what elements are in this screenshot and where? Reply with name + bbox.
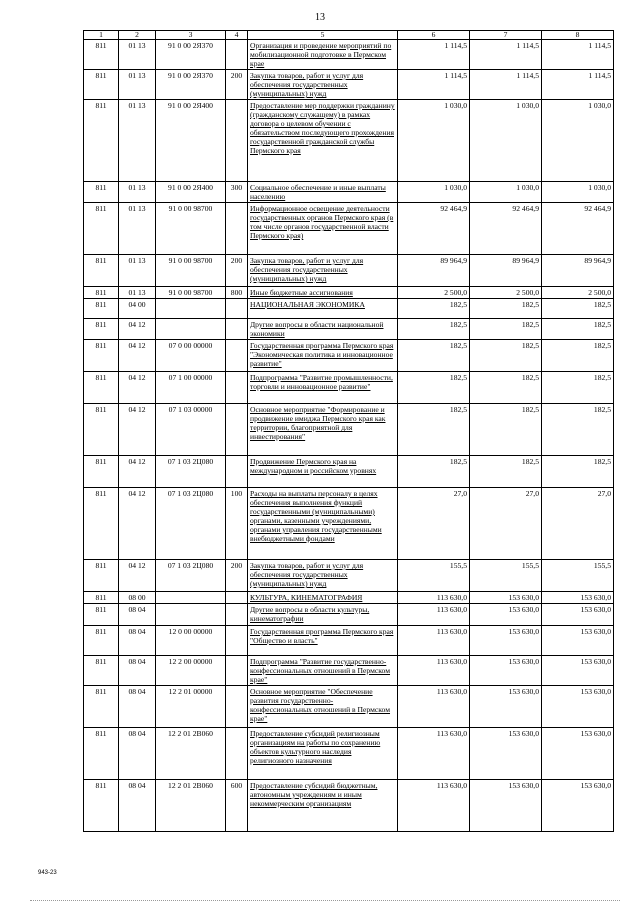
cell-expense-type [226, 299, 248, 319]
cell-target-article: 91 0 00 2Я400 [156, 100, 226, 182]
cell-amount-year-1: 92 464,9 [398, 203, 470, 255]
cell-section: 04 00 [119, 299, 156, 319]
cell-amount-year-2: 92 464,9 [470, 203, 542, 255]
cell-expense-type [226, 319, 248, 340]
cell-code-admin: 811 [84, 70, 119, 100]
table-row [84, 780, 614, 832]
cell-expense-type [226, 203, 248, 255]
cell-amount-year-2: 155,5 [470, 560, 542, 592]
cell-section: 08 04 [119, 604, 156, 626]
cell-expense-type [226, 592, 248, 604]
cell-section: 04 12 [119, 340, 156, 372]
cell-code-admin: 811 [84, 488, 119, 560]
cell-section: 04 12 [119, 488, 156, 560]
cell-amount-year-1: 113 630,0 [398, 728, 470, 780]
cell-description: Организация и проведение мероприятий по мобилизационной подготовке в Пермском крае [248, 40, 398, 70]
cell-section: 08 04 [119, 780, 156, 832]
cell-code-admin: 811 [84, 40, 119, 70]
cell-target-article [156, 592, 226, 604]
cell-amount-year-3: 153 630,0 [542, 656, 614, 686]
cell-expense-type: 100 [226, 488, 248, 560]
cell-amount-year-3: 182,5 [542, 340, 614, 372]
cell-amount-year-2: 1 030,0 [470, 182, 542, 203]
cell-description: Основное мероприятие "Формирование и продвижение имиджа Пермского края как территории, благоприятной для инвестирования" [248, 404, 398, 456]
cell-amount-year-1: 182,5 [398, 456, 470, 488]
cell-amount-year-3: 1 030,0 [542, 100, 614, 182]
header-col-8: 8 [542, 31, 614, 40]
cell-target-article: 91 0 00 2Я400 [156, 182, 226, 203]
cell-amount-year-2: 27,0 [470, 488, 542, 560]
cell-expense-type [226, 372, 248, 404]
cell-amount-year-2: 2 500,0 [470, 287, 542, 299]
cell-amount-year-3: 155,5 [542, 560, 614, 592]
cell-code-admin: 811 [84, 203, 119, 255]
cell-expense-type [226, 404, 248, 456]
cell-target-article [156, 299, 226, 319]
cell-amount-year-3: 182,5 [542, 319, 614, 340]
table-row [84, 340, 614, 372]
cell-section: 01 13 [119, 40, 156, 70]
cell-section: 01 13 [119, 100, 156, 182]
cell-code-admin: 811 [84, 780, 119, 832]
cell-description: Основное мероприятие "Обеспечение развития государственно-конфессиональных отношений в Пермском крае" [248, 686, 398, 728]
cell-code-admin: 811 [84, 319, 119, 340]
cell-amount-year-1: 1 114,5 [398, 40, 470, 70]
cell-amount-year-1: 113 630,0 [398, 592, 470, 604]
cell-description: Иные бюджетные ассигнования [248, 287, 398, 299]
table-row [84, 70, 614, 100]
table-row [84, 728, 614, 780]
cell-target-article: 12 2 01 2В060 [156, 728, 226, 780]
cell-code-admin: 811 [84, 592, 119, 604]
cell-target-article: 91 0 00 98700 [156, 255, 226, 287]
cell-code-admin: 811 [84, 686, 119, 728]
cell-amount-year-3: 1 114,5 [542, 40, 614, 70]
cell-section: 08 00 [119, 592, 156, 604]
cell-description: Подпрограмма "Развитие промышленности, торговли и инновационное развитие" [248, 372, 398, 404]
cell-amount-year-2: 182,5 [470, 372, 542, 404]
cell-description: Предоставление субсидий религиозным организациям на работы по сохранению объектов культурного наследия религиозного назначения [248, 728, 398, 780]
cell-code-admin: 811 [84, 456, 119, 488]
cell-amount-year-3: 92 464,9 [542, 203, 614, 255]
table-row [84, 456, 614, 488]
cell-expense-type [226, 604, 248, 626]
cell-code-admin: 811 [84, 182, 119, 203]
cell-amount-year-2: 153 630,0 [470, 728, 542, 780]
header-col-6: 6 [398, 31, 470, 40]
cell-target-article: 07 1 03 2Ц080 [156, 560, 226, 592]
cell-expense-type: 200 [226, 70, 248, 100]
cell-section: 04 12 [119, 404, 156, 456]
cell-amount-year-2: 153 630,0 [470, 656, 542, 686]
cell-target-article: 91 0 00 98700 [156, 287, 226, 299]
budget-table [83, 30, 614, 832]
table-row [84, 287, 614, 299]
cell-code-admin: 811 [84, 340, 119, 372]
cell-target-article: 07 1 03 2Ц080 [156, 488, 226, 560]
table-row [84, 319, 614, 340]
header-col-1: 1 [84, 31, 119, 40]
cell-amount-year-3: 153 630,0 [542, 728, 614, 780]
cell-amount-year-2: 1 030,0 [470, 100, 542, 182]
cell-amount-year-3: 27,0 [542, 488, 614, 560]
cell-expense-type [226, 686, 248, 728]
cell-target-article: 07 0 00 00000 [156, 340, 226, 372]
table-row [84, 404, 614, 456]
table-row [84, 100, 614, 182]
cell-amount-year-2: 153 630,0 [470, 780, 542, 832]
cell-section: 04 12 [119, 560, 156, 592]
cell-target-article: 91 0 00 2Я370 [156, 40, 226, 70]
table-row [84, 604, 614, 626]
cell-expense-type: 600 [226, 780, 248, 832]
cell-code-admin: 811 [84, 287, 119, 299]
cell-amount-year-3: 153 630,0 [542, 780, 614, 832]
cell-amount-year-2: 1 114,5 [470, 40, 542, 70]
cell-amount-year-3: 182,5 [542, 404, 614, 456]
cell-amount-year-1: 182,5 [398, 404, 470, 456]
cell-description: Другие вопросы в области национальной экономики [248, 319, 398, 340]
cell-amount-year-2: 182,5 [470, 340, 542, 372]
cell-code-admin: 811 [84, 100, 119, 182]
cell-description: Государственная программа Пермского края "Экономическая политика и инновационное развитие" [248, 340, 398, 372]
cell-amount-year-2: 182,5 [470, 456, 542, 488]
table-body [84, 40, 614, 832]
cell-target-article: 07 1 00 00000 [156, 372, 226, 404]
cell-description: КУЛЬТУРА, КИНЕМАТОГРАФИЯ [248, 592, 398, 604]
cell-description: НАЦИОНАЛЬНАЯ ЭКОНОМИКА [248, 299, 398, 319]
cell-target-article: 12 0 00 00000 [156, 626, 226, 656]
cell-description: Расходы на выплаты персоналу в целях обеспечения выполнения функций государственными (муниципальными) органами, казенными учреждениями, органами управления государственными внебюджетными фондами [248, 488, 398, 560]
cell-target-article: 91 0 00 98700 [156, 203, 226, 255]
cell-amount-year-3: 89 964,9 [542, 255, 614, 287]
table-row [84, 40, 614, 70]
cell-amount-year-1: 155,5 [398, 560, 470, 592]
bottom-divider [30, 900, 620, 901]
cell-section: 01 13 [119, 182, 156, 203]
cell-code-admin: 811 [84, 626, 119, 656]
cell-code-admin: 811 [84, 604, 119, 626]
cell-expense-type: 300 [226, 182, 248, 203]
cell-section: 04 12 [119, 372, 156, 404]
cell-amount-year-3: 1 030,0 [542, 182, 614, 203]
cell-amount-year-1: 113 630,0 [398, 626, 470, 656]
cell-section: 01 13 [119, 287, 156, 299]
cell-amount-year-1: 182,5 [398, 299, 470, 319]
cell-target-article: 12 2 00 00000 [156, 656, 226, 686]
cell-expense-type [226, 656, 248, 686]
cell-amount-year-2: 182,5 [470, 319, 542, 340]
cell-amount-year-1: 2 500,0 [398, 287, 470, 299]
cell-section: 08 04 [119, 728, 156, 780]
cell-amount-year-1: 113 630,0 [398, 656, 470, 686]
cell-amount-year-1: 89 964,9 [398, 255, 470, 287]
cell-section: 08 04 [119, 656, 156, 686]
cell-description: Предоставление мер поддержки гражданину (гражданскому служащему) в рамках договора о целевом обучении с обязательством последующего прохождения государственной гражданской службы Пермского края [248, 100, 398, 182]
cell-amount-year-1: 113 630,0 [398, 686, 470, 728]
table-row [84, 656, 614, 686]
cell-description: Социальное обеспечение и иные выплаты населению [248, 182, 398, 203]
cell-expense-type [226, 626, 248, 656]
table-row [84, 299, 614, 319]
cell-section: 01 13 [119, 70, 156, 100]
header-col-2: 2 [119, 31, 156, 40]
cell-amount-year-1: 182,5 [398, 372, 470, 404]
cell-amount-year-3: 153 630,0 [542, 592, 614, 604]
table-row [84, 686, 614, 728]
table-row [84, 488, 614, 560]
cell-target-article: 12 2 01 2В060 [156, 780, 226, 832]
cell-amount-year-1: 113 630,0 [398, 604, 470, 626]
table-row [84, 592, 614, 604]
cell-amount-year-1: 27,0 [398, 488, 470, 560]
cell-amount-year-2: 182,5 [470, 299, 542, 319]
cell-description: Закупка товаров, работ и услуг для обеспечения государственных (муниципальных) нужд [248, 255, 398, 287]
cell-target-article: 07 1 03 2Ц080 [156, 456, 226, 488]
cell-description: Закупка товаров, работ и услуг для обеспечения государственных (муниципальных) нужд [248, 560, 398, 592]
table-header-row [84, 31, 614, 40]
cell-target-article: 91 0 00 2Я370 [156, 70, 226, 100]
header-col-5: 5 [248, 31, 398, 40]
cell-description: Предоставление субсидий бюджетным, автономным учреждениям и иным некоммерческим организациям [248, 780, 398, 832]
table-row [84, 255, 614, 287]
cell-section: 04 12 [119, 456, 156, 488]
cell-expense-type [226, 728, 248, 780]
table-row [84, 626, 614, 656]
cell-code-admin: 811 [84, 299, 119, 319]
cell-amount-year-3: 182,5 [542, 299, 614, 319]
footer-code: 943-23 [38, 870, 57, 876]
cell-amount-year-1: 1 030,0 [398, 182, 470, 203]
table-row [84, 560, 614, 592]
cell-description: Информационное освещение деятельности государственных органов Пермского края (в том числе органов государственной власти Пермского края) [248, 203, 398, 255]
cell-section: 01 13 [119, 203, 156, 255]
cell-description: Подпрограмма "Развитие государственно-конфессиональных отношений в Пермском крае" [248, 656, 398, 686]
cell-amount-year-3: 2 500,0 [542, 287, 614, 299]
cell-expense-type [226, 340, 248, 372]
cell-expense-type: 200 [226, 255, 248, 287]
header-col-3: 3 [156, 31, 226, 40]
cell-expense-type: 800 [226, 287, 248, 299]
cell-amount-year-1: 1 030,0 [398, 100, 470, 182]
cell-amount-year-1: 182,5 [398, 340, 470, 372]
header-col-7: 7 [470, 31, 542, 40]
cell-section: 08 04 [119, 626, 156, 656]
cell-target-article [156, 604, 226, 626]
cell-description: Другие вопросы в области культуры, кинематографии [248, 604, 398, 626]
cell-amount-year-2: 153 630,0 [470, 626, 542, 656]
cell-amount-year-2: 153 630,0 [470, 686, 542, 728]
page-number: 13 [315, 12, 325, 23]
cell-code-admin: 811 [84, 560, 119, 592]
cell-amount-year-1: 113 630,0 [398, 780, 470, 832]
cell-target-article [156, 319, 226, 340]
cell-amount-year-1: 1 114,5 [398, 70, 470, 100]
cell-amount-year-2: 153 630,0 [470, 592, 542, 604]
table-row [84, 203, 614, 255]
cell-section: 04 12 [119, 319, 156, 340]
cell-description: Государственная программа Пермского края "Общество и власть" [248, 626, 398, 656]
cell-amount-year-3: 182,5 [542, 456, 614, 488]
cell-expense-type [226, 40, 248, 70]
cell-code-admin: 811 [84, 372, 119, 404]
header-col-4: 4 [226, 31, 248, 40]
cell-code-admin: 811 [84, 728, 119, 780]
cell-expense-type [226, 100, 248, 182]
cell-target-article: 07 1 03 00000 [156, 404, 226, 456]
cell-amount-year-3: 153 630,0 [542, 604, 614, 626]
cell-amount-year-3: 1 114,5 [542, 70, 614, 100]
cell-description: Продвижение Пермского края на международном и российском уровнях [248, 456, 398, 488]
cell-amount-year-2: 89 964,9 [470, 255, 542, 287]
cell-amount-year-1: 182,5 [398, 319, 470, 340]
cell-code-admin: 811 [84, 404, 119, 456]
cell-amount-year-2: 153 630,0 [470, 604, 542, 626]
cell-expense-type: 200 [226, 560, 248, 592]
cell-amount-year-3: 153 630,0 [542, 686, 614, 728]
cell-amount-year-3: 182,5 [542, 372, 614, 404]
cell-code-admin: 811 [84, 255, 119, 287]
cell-section: 08 04 [119, 686, 156, 728]
cell-section: 01 13 [119, 255, 156, 287]
cell-amount-year-2: 1 114,5 [470, 70, 542, 100]
cell-target-article: 12 2 01 00000 [156, 686, 226, 728]
table-row [84, 372, 614, 404]
cell-description: Закупка товаров, работ и услуг для обеспечения государственных (муниципальных) нужд [248, 70, 398, 100]
cell-expense-type [226, 456, 248, 488]
table-row [84, 182, 614, 203]
cell-code-admin: 811 [84, 656, 119, 686]
cell-amount-year-3: 153 630,0 [542, 626, 614, 656]
cell-amount-year-2: 182,5 [470, 404, 542, 456]
